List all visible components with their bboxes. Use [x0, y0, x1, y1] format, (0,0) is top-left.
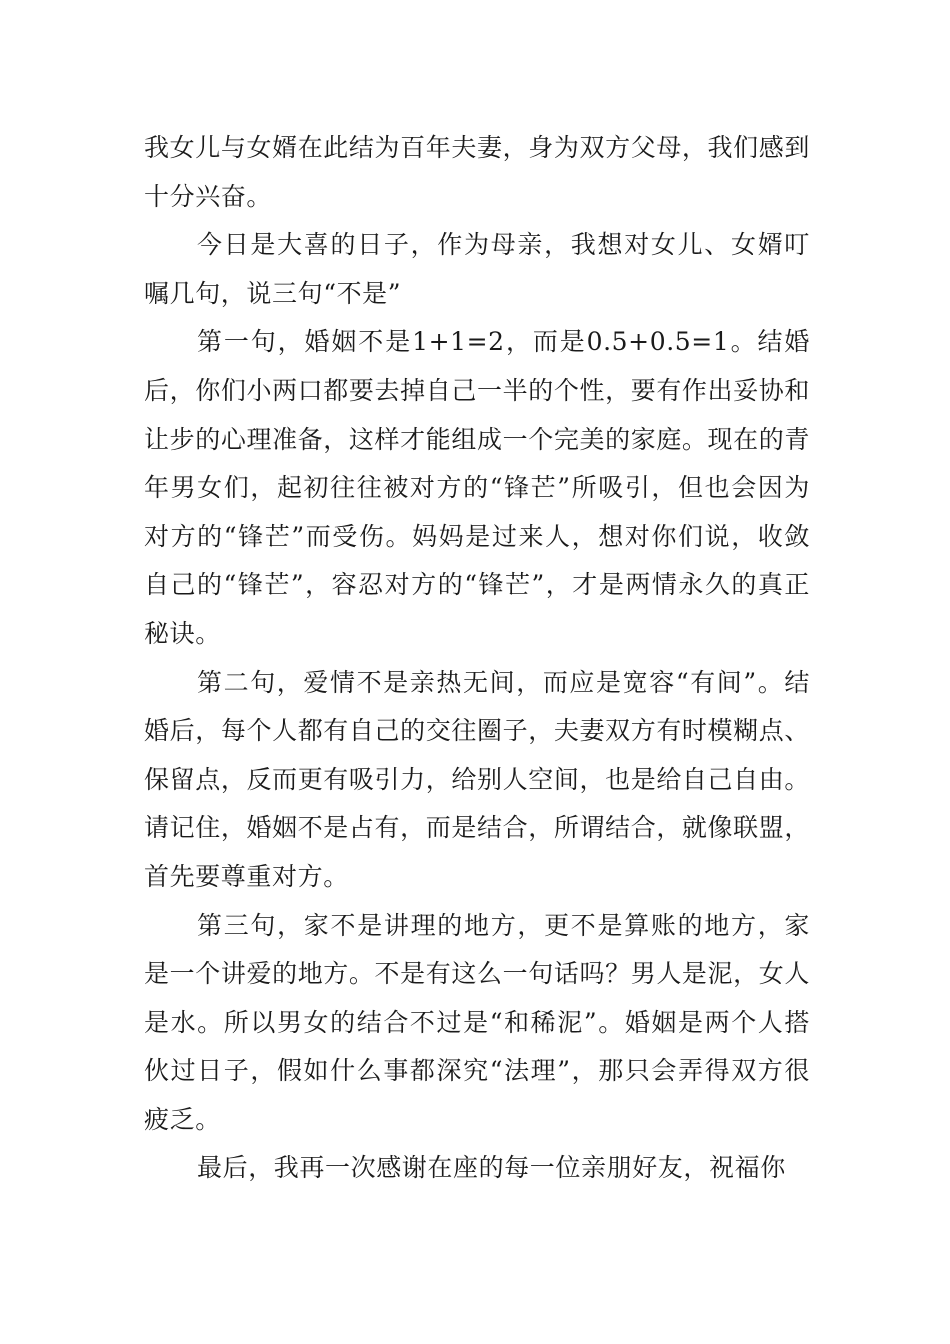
paragraph: 第二句，爱情不是亲热无间，而应是宽容“有间”。结婚后，每个人都有自己的交往圈子，夫妻双方有时模糊点、保留点，反而更有吸引力，给别人空间，也是给自己自由。请记住，婚姻不是占有，而是结合，所谓结合，就像联盟，首先要尊重对方。: [144, 667, 810, 891]
paragraph: 今日是大喜的日子，作为母亲，我想对女儿、女婿叮嘱几句，说三句“不是”: [144, 230, 810, 308]
paragraph: 第一句，婚姻不是1+1=2，而是0.5+0.5=1。结婚后，你们小两口都要去掉自己一半的个性，要有作出妥协和让步的心理准备，这样才能组成一个完美的家庭。现在的青年男女们，起初往往被对方的“锋芒”所吸引，但也会因为对方的“锋芒”而受伤。妈妈是过来人，想对你们说，收敛自己的“锋芒”，容忍对方的“锋芒”，才是两情永久的真正秘诀。: [144, 327, 810, 648]
document-body: [144, 124, 810, 1193]
paragraph: 最后，我再一次感谢在座的每一位亲朋好友，祝福你: [197, 1153, 786, 1183]
paragraph: 我女儿与女婿在此结为百年夫妻，身为双方父母，我们感到十分兴奋。: [144, 133, 810, 211]
paragraph: 第三句，家不是讲理的地方，更不是算账的地方，家是一个讲爱的地方。不是有这么一句话吗？男人是泥，女人是水。所以男女的结合不过是“和稀泥”。婚姻是两个人搭伙过日子，假如什么事都深究“法理”，那只会弄得双方很疲乏。: [144, 910, 810, 1134]
